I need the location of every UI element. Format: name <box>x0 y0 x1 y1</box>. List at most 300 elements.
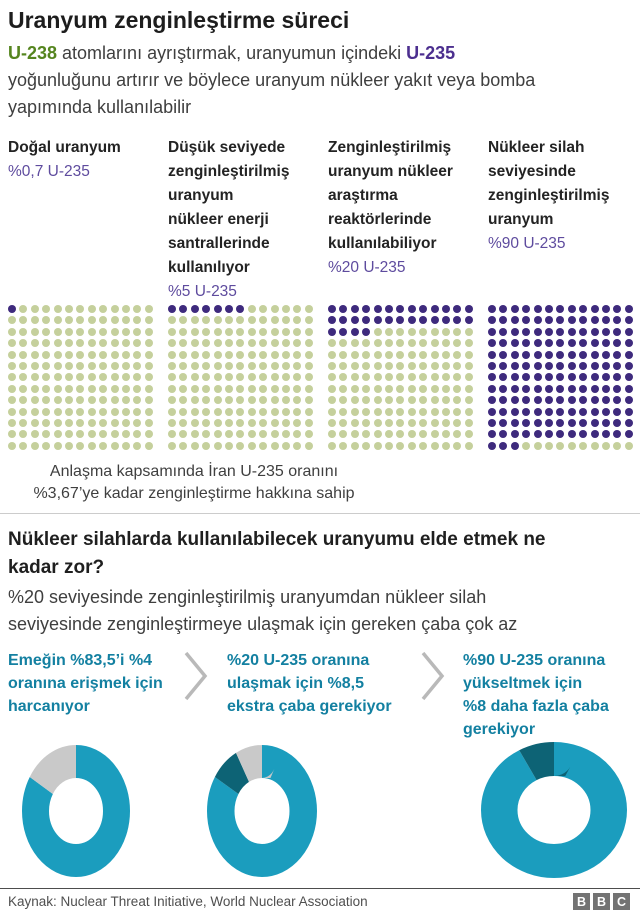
u238-dot <box>214 430 222 438</box>
u238-dot <box>88 362 96 370</box>
u238-dot <box>65 419 73 427</box>
u235-dot <box>602 419 610 427</box>
u238-dot <box>54 339 62 347</box>
u238-dot <box>362 362 370 370</box>
u238-dot <box>42 408 50 416</box>
u235-dot <box>499 339 507 347</box>
u238-dot <box>385 408 393 416</box>
u238-dot <box>385 328 393 336</box>
u235-dot <box>499 430 507 438</box>
u235-dot <box>545 328 553 336</box>
u238-dot <box>8 339 16 347</box>
u235-dot <box>499 385 507 393</box>
u238-dot <box>76 373 84 381</box>
u238-dot <box>65 373 73 381</box>
dot-grid-low-enriched <box>168 305 313 450</box>
u238-dot <box>293 328 301 336</box>
u238-dot <box>248 328 256 336</box>
u238-dot <box>259 430 267 438</box>
u238-dot <box>328 430 336 438</box>
u238-dot <box>145 351 153 359</box>
u238-dot <box>282 362 290 370</box>
u238-dot <box>442 430 450 438</box>
u238-dot <box>236 316 244 324</box>
u238-dot <box>99 328 107 336</box>
u238-dot <box>179 385 187 393</box>
u235-dot <box>602 396 610 404</box>
u235-dot <box>499 351 507 359</box>
u235-dot <box>385 305 393 313</box>
u238-dot <box>99 373 107 381</box>
u238-dot <box>339 385 347 393</box>
u235-dot <box>499 316 507 324</box>
u238-dot <box>54 362 62 370</box>
u238-dot <box>259 362 267 370</box>
u235-dot <box>511 328 519 336</box>
u238-dot <box>191 408 199 416</box>
u235-dot <box>408 316 416 324</box>
u238-dot <box>556 442 564 450</box>
u238-dot <box>465 442 473 450</box>
u238-dot <box>122 442 130 450</box>
u238-dot <box>42 419 50 427</box>
u238-dot <box>111 339 119 347</box>
u235-dot <box>511 430 519 438</box>
u235-dot <box>522 351 530 359</box>
u235-dot <box>488 351 496 359</box>
u238-dot <box>133 339 141 347</box>
u238-dot <box>293 351 301 359</box>
u238-dot <box>236 351 244 359</box>
u238-dot <box>442 328 450 336</box>
u235-dot <box>556 396 564 404</box>
u235-dot <box>613 430 621 438</box>
u238-dot <box>99 385 107 393</box>
u238-dot <box>453 385 461 393</box>
u238-dot <box>168 408 176 416</box>
u238-dot <box>179 362 187 370</box>
u235-dot <box>568 316 576 324</box>
u238-dot <box>602 442 610 450</box>
u238-dot <box>293 339 301 347</box>
u238-dot <box>453 430 461 438</box>
u238-dot <box>214 316 222 324</box>
u238-dot <box>168 362 176 370</box>
u238-dot <box>191 419 199 427</box>
u238-dot <box>271 305 279 313</box>
u238-dot <box>31 408 39 416</box>
u238-dot <box>168 396 176 404</box>
u238-dot <box>145 305 153 313</box>
u238-dot <box>271 362 279 370</box>
u235-dot <box>602 305 610 313</box>
u235-dot <box>522 396 530 404</box>
u238-dot <box>236 373 244 381</box>
u235-dot <box>568 408 576 416</box>
u238-dot <box>396 351 404 359</box>
u238-dot <box>374 419 382 427</box>
u238-dot <box>19 362 27 370</box>
u235-dot <box>613 328 621 336</box>
column-heading: Doğal uranyum <box>8 139 121 156</box>
u235-dot <box>511 305 519 313</box>
u235-dot <box>385 316 393 324</box>
u238-dot <box>8 385 16 393</box>
u235-dot <box>534 373 542 381</box>
u238-dot <box>99 419 107 427</box>
u238-dot <box>328 385 336 393</box>
donut-chart-step-2 <box>207 745 317 877</box>
u238-dot <box>145 339 153 347</box>
u235-dot <box>499 396 507 404</box>
u238-dot <box>145 373 153 381</box>
u238-dot <box>111 408 119 416</box>
intro-text <box>8 40 626 121</box>
u238-dot <box>465 351 473 359</box>
u238-dot <box>225 316 233 324</box>
u238-dot <box>122 419 130 427</box>
u238-dot <box>202 362 210 370</box>
u238-dot <box>54 373 62 381</box>
u235-dot <box>591 430 599 438</box>
u238-dot <box>88 305 96 313</box>
u238-dot <box>191 396 199 404</box>
u238-dot <box>8 362 16 370</box>
u235-dot <box>625 316 633 324</box>
u238-dot <box>111 385 119 393</box>
u238-dot <box>396 328 404 336</box>
u238-dot <box>65 430 73 438</box>
u238-dot <box>236 419 244 427</box>
u235-dot <box>568 373 576 381</box>
u235-dot <box>625 385 633 393</box>
u238-dot <box>65 339 73 347</box>
u238-dot <box>133 442 141 450</box>
u238-dot <box>362 373 370 381</box>
u238-dot <box>65 316 73 324</box>
u238-dot <box>465 396 473 404</box>
u238-dot <box>305 396 313 404</box>
u238-dot <box>465 328 473 336</box>
intro-fragment: yapımında kullanılabilir <box>8 97 192 117</box>
u238-dot <box>225 419 233 427</box>
u238-dot <box>191 339 199 347</box>
u235-dot <box>488 305 496 313</box>
u238-dot <box>282 339 290 347</box>
u238-dot <box>179 442 187 450</box>
u238-dot <box>111 373 119 381</box>
u235-dot <box>545 396 553 404</box>
u235-dot <box>328 328 336 336</box>
u235-dot <box>453 316 461 324</box>
u238-dot <box>248 385 256 393</box>
u238-dot <box>396 339 404 347</box>
u238-dot <box>99 339 107 347</box>
u238-dot <box>385 396 393 404</box>
u238-dot <box>133 362 141 370</box>
dot-grid-weapons <box>488 305 633 450</box>
u235-dot <box>591 396 599 404</box>
u238-dot <box>293 385 301 393</box>
u238-dot <box>145 316 153 324</box>
u238-dot <box>76 442 84 450</box>
u238-dot <box>293 316 301 324</box>
u238-dot <box>236 408 244 416</box>
u238-dot <box>214 339 222 347</box>
u238-dot <box>76 328 84 336</box>
u238-dot <box>31 419 39 427</box>
u238-dot <box>225 339 233 347</box>
u238-dot <box>385 430 393 438</box>
u238-dot <box>339 396 347 404</box>
u238-dot <box>328 408 336 416</box>
u235-dot <box>225 305 233 313</box>
u238-dot <box>168 351 176 359</box>
u235-dot <box>431 316 439 324</box>
u235-dot <box>579 316 587 324</box>
u235-dot <box>545 430 553 438</box>
u238-dot <box>385 442 393 450</box>
u238-dot <box>65 351 73 359</box>
u235-dot <box>579 351 587 359</box>
u238-dot <box>42 442 50 450</box>
u238-dot <box>202 316 210 324</box>
u238-dot <box>419 362 427 370</box>
u238-dot <box>442 396 450 404</box>
u238-dot <box>8 373 16 381</box>
u238-dot <box>453 351 461 359</box>
u235-dot <box>568 305 576 313</box>
u235-dot <box>499 373 507 381</box>
u235-dot <box>556 316 564 324</box>
u238-dot <box>351 419 359 427</box>
u238-dot <box>442 373 450 381</box>
bbc-logo-letter: C <box>613 893 630 910</box>
u238-dot <box>419 442 427 450</box>
u235-dot <box>625 419 633 427</box>
u238-dot <box>145 362 153 370</box>
u238-dot <box>202 328 210 336</box>
u238-dot <box>19 351 27 359</box>
u238-dot <box>133 396 141 404</box>
u235-dot <box>488 430 496 438</box>
u238-dot <box>339 362 347 370</box>
u238-dot <box>431 328 439 336</box>
u238-dot <box>133 385 141 393</box>
u238-dot <box>282 430 290 438</box>
u238-dot <box>122 351 130 359</box>
u235-dot <box>545 408 553 416</box>
u238-dot <box>214 362 222 370</box>
u235-dot <box>534 305 542 313</box>
u238-dot <box>351 442 359 450</box>
u235-dot <box>591 339 599 347</box>
u238-dot <box>122 328 130 336</box>
u238-dot <box>19 430 27 438</box>
u238-dot <box>99 430 107 438</box>
u238-dot <box>453 328 461 336</box>
u238-dot <box>236 328 244 336</box>
column-heading: Zenginleştirilmiş uranyum nükleer araştırma reaktörlerinde kullanılabiliyor <box>328 139 453 252</box>
u238-dot <box>248 351 256 359</box>
u238-dot <box>88 396 96 404</box>
u238-dot <box>293 305 301 313</box>
u238-dot <box>202 408 210 416</box>
u235-dot <box>591 419 599 427</box>
u238-dot <box>282 373 290 381</box>
u238-dot <box>31 362 39 370</box>
u235-dot <box>191 305 199 313</box>
u238-dot <box>202 430 210 438</box>
u238-dot <box>179 408 187 416</box>
u238-dot <box>99 396 107 404</box>
u238-dot <box>271 385 279 393</box>
u238-dot <box>76 351 84 359</box>
isotope-u-235: U-235 <box>406 43 456 63</box>
u238-dot <box>305 328 313 336</box>
u238-dot <box>42 316 50 324</box>
chevron-right-icon <box>183 650 209 707</box>
u238-dot <box>31 351 39 359</box>
u238-dot <box>133 430 141 438</box>
u238-dot <box>613 442 621 450</box>
u238-dot <box>145 328 153 336</box>
u238-dot <box>453 373 461 381</box>
u238-dot <box>465 362 473 370</box>
u238-dot <box>8 430 16 438</box>
u235-dot <box>511 408 519 416</box>
footer-divider <box>0 888 640 889</box>
u235-dot <box>339 328 347 336</box>
u235-dot <box>339 316 347 324</box>
u238-dot <box>225 328 233 336</box>
u238-dot <box>431 339 439 347</box>
u235-dot <box>613 396 621 404</box>
u238-dot <box>88 316 96 324</box>
u238-dot <box>339 373 347 381</box>
u238-dot <box>145 385 153 393</box>
u238-dot <box>145 408 153 416</box>
u238-dot <box>76 305 84 313</box>
u238-dot <box>271 396 279 404</box>
u238-dot <box>111 430 119 438</box>
u238-dot <box>408 442 416 450</box>
u238-dot <box>419 430 427 438</box>
u238-dot <box>133 419 141 427</box>
u238-dot <box>191 362 199 370</box>
u238-dot <box>465 339 473 347</box>
u238-dot <box>225 430 233 438</box>
u238-dot <box>54 396 62 404</box>
u238-dot <box>111 396 119 404</box>
u235-dot <box>613 408 621 416</box>
u235-dot <box>579 408 587 416</box>
u238-dot <box>191 351 199 359</box>
u238-dot <box>8 442 16 450</box>
u238-dot <box>65 385 73 393</box>
u238-dot <box>374 351 382 359</box>
u238-dot <box>351 351 359 359</box>
u238-dot <box>248 430 256 438</box>
u238-dot <box>271 339 279 347</box>
u238-dot <box>408 351 416 359</box>
u238-dot <box>65 396 73 404</box>
u235-dot <box>545 316 553 324</box>
u238-dot <box>76 385 84 393</box>
u238-dot <box>214 408 222 416</box>
u235-dot <box>214 305 222 313</box>
u235-dot <box>602 339 610 347</box>
u238-dot <box>259 385 267 393</box>
u238-dot <box>374 430 382 438</box>
u235-dot <box>556 339 564 347</box>
u238-dot <box>305 351 313 359</box>
u238-dot <box>8 328 16 336</box>
u238-dot <box>591 442 599 450</box>
u238-dot <box>225 408 233 416</box>
u238-dot <box>88 442 96 450</box>
u238-dot <box>76 430 84 438</box>
u235-dot <box>568 339 576 347</box>
u238-dot <box>168 385 176 393</box>
u238-dot <box>431 362 439 370</box>
u238-dot <box>179 430 187 438</box>
u238-dot <box>65 328 73 336</box>
u235-dot <box>442 316 450 324</box>
u238-dot <box>168 442 176 450</box>
u238-dot <box>339 351 347 359</box>
u235-dot <box>556 362 564 370</box>
source-credit: Kaynak: Nuclear Threat Initiative, World Nuclear Association <box>8 894 368 909</box>
u235-dot <box>602 385 610 393</box>
u238-dot <box>396 385 404 393</box>
u235-dot <box>613 385 621 393</box>
u235-dot <box>556 430 564 438</box>
u238-dot <box>202 442 210 450</box>
u235-dot <box>499 305 507 313</box>
u238-dot <box>202 385 210 393</box>
u238-dot <box>225 396 233 404</box>
u238-dot <box>236 430 244 438</box>
u238-dot <box>579 442 587 450</box>
effort-step-1-label: Emeğin %83,5’i %4 oranına erişmek için harcanıyor <box>8 652 163 715</box>
u235-dot <box>568 362 576 370</box>
u235-dot <box>602 328 610 336</box>
u238-dot <box>419 396 427 404</box>
u238-dot <box>76 316 84 324</box>
u238-dot <box>31 305 39 313</box>
u235-dot <box>579 419 587 427</box>
u235-dot <box>613 351 621 359</box>
u238-dot <box>88 328 96 336</box>
u235-dot <box>499 442 507 450</box>
u235-dot <box>556 408 564 416</box>
u238-dot <box>111 362 119 370</box>
u238-dot <box>419 339 427 347</box>
u235-dot <box>362 328 370 336</box>
u238-dot <box>305 316 313 324</box>
dot-grid-natural <box>8 305 153 450</box>
u238-dot <box>282 442 290 450</box>
u238-dot <box>282 305 290 313</box>
u238-dot <box>545 442 553 450</box>
u238-dot <box>362 419 370 427</box>
u235-dot <box>591 373 599 381</box>
u238-dot <box>76 362 84 370</box>
u235-dot <box>556 419 564 427</box>
u235-dot <box>534 316 542 324</box>
u235-dot <box>522 430 530 438</box>
